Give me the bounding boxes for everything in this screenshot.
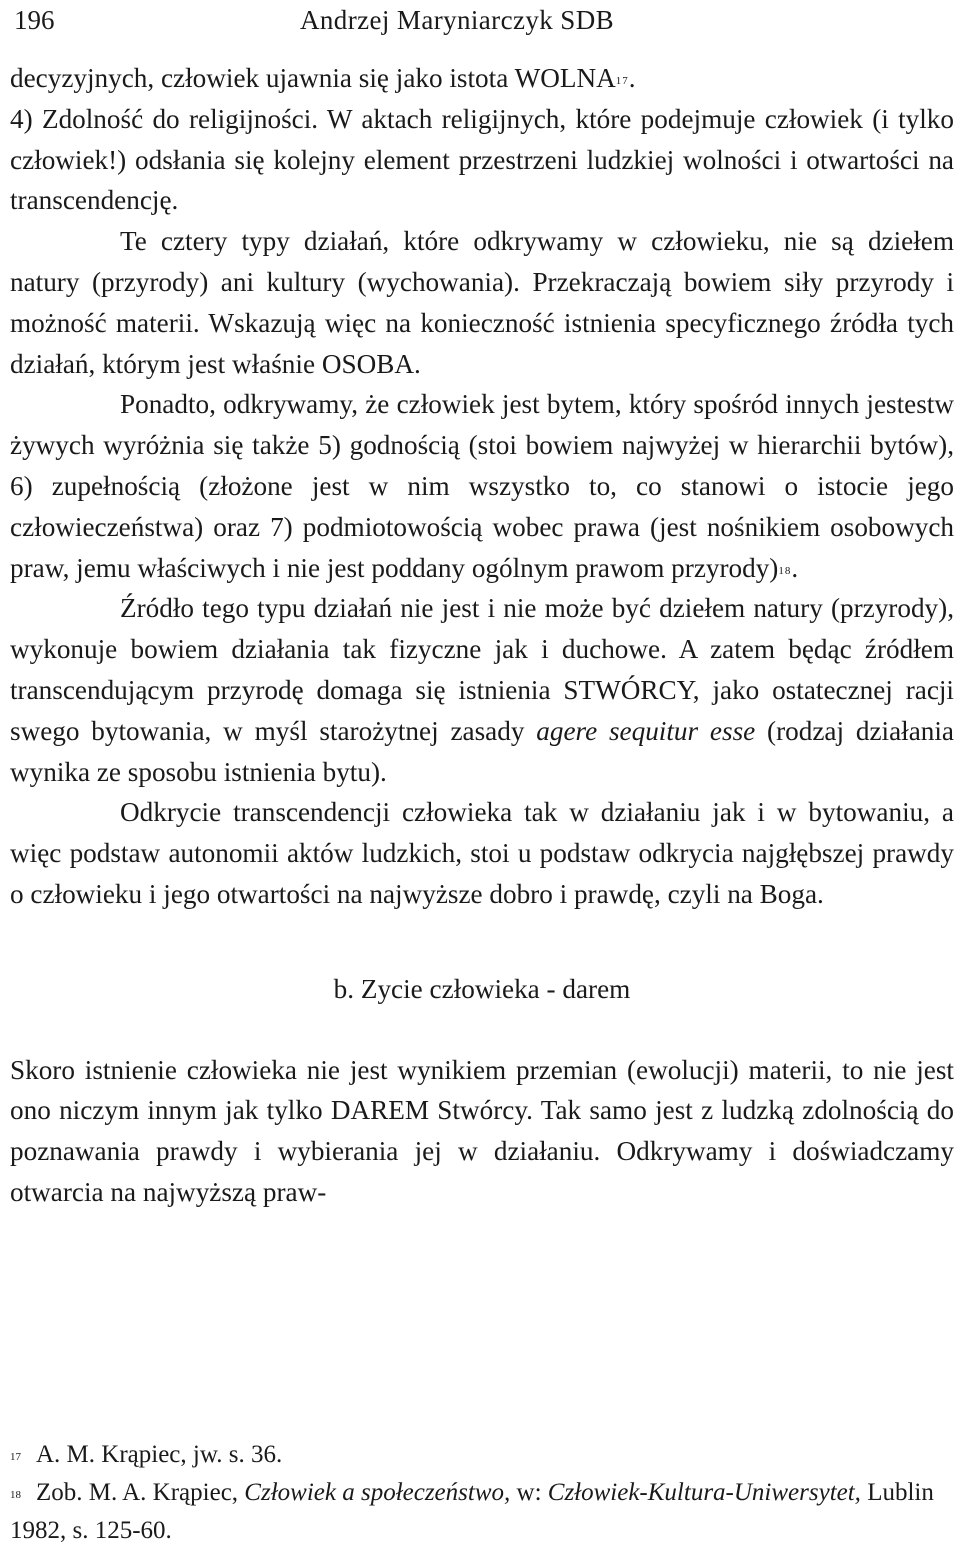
footnote-number: 17 — [10, 1451, 21, 1463]
paragraph-transcendence: Odkrycie transcendencji człowieka tak w działaniu jak i w bytowaniu, a więc podstaw autonomii aktów ludzkich, stoi u podstaw odkrycia najgłębszej prawdy o człowieku i jego otwartości na najwyższe dobro i prawdę, czyli na Boga. — [10, 797, 954, 909]
footnote-18 — [10, 1474, 954, 1550]
body-text — [10, 58, 954, 1213]
paragraph-continuation — [10, 58, 954, 99]
latin-phrase: agere sequitur esse — [536, 715, 756, 746]
footnote-ref-17[interactable]: 17 — [615, 75, 629, 87]
paragraph-source — [10, 588, 954, 792]
footnote-source: Człowiek-Kultura-Uniwersytet, — [547, 1479, 861, 1506]
paragraph-religiosity: 4) Zdolność do religijności. W aktach religijnych, które podejmuje człowiek (i tylko człowiek!) odsłania się kolejny element przestrzeni ludzkiej wolności i otwartości na transcendencję. — [10, 103, 954, 216]
footnote-text: A. M. Krąpiec, jw. s. 36. — [36, 1441, 283, 1468]
paragraph-text: (rodzaj działania wynika ze sposobu istnienia bytu). — [10, 715, 954, 787]
page-number: 196 — [14, 5, 55, 35]
footnote-17 — [10, 1436, 954, 1474]
punctuation: . — [628, 63, 636, 93]
footnote-number: 18 — [10, 1489, 21, 1501]
running-head — [10, 0, 954, 40]
paragraph-four-types: Te cztery typy działań, które odkrywamy w człowieku, nie są dziełem natury (przyrody) ani kultury (wychowania). Przekraczają bowiem siły przyrody i możność materii. Wskazują więc na konieczność istnienia specyficznego źródła tych działań, którym jest właśnie OSOBA. — [10, 226, 954, 379]
footnotes — [10, 1436, 954, 1550]
paragraph-text: Źródło tego typu działań nie jest i nie może być dziełem natury (przyrody), wykonuje bowiem działania tak fizyczne jak i duchowe. A zatem będąc źródłem transcendującym przyrodę domaga się istnienia STWÓRCY, jako ostatecznej racji swego bytowania, w myśl starożytnej zasady — [10, 593, 954, 746]
section-heading: b. Zycie człowieka - darem — [333, 973, 631, 1004]
punctuation: . — [791, 552, 799, 583]
running-head-author: Andrzej Maryniarczyk SDB — [300, 5, 615, 35]
paragraph-gift: Skoro istnienie człowieka nie jest wynikiem przemian (ewolucji) materii, to nie jest ono niczym innym jak tylko DAREM Stwórcy. Tak samo jest z ludzką zdolnością do poznawania prawdy i wybierania jej w działaniu. Odkrywamy i doświadczamy otwarcia na najwyższą praw- — [10, 1054, 954, 1207]
footnote-title: Człowiek a społeczeństwo, — [244, 1479, 511, 1506]
footnote-ref-18[interactable]: 18 — [778, 564, 792, 577]
paragraph-text: Ponadto, odkrywamy, że człowiek jest bytem, który spośród innych jestestw żywych wyróżnia się także 5) godnością (stoi bowiem najwyżej w hierarchii bytów), 6) zupełnością (złożone jest w nim wszystko to, co stanowi o istocie jego człowieczeństwa) oraz 7) podmiotowością wobec prawa (jest nośnikiem osobowych praw, jemu właściwych i nie jest poddany ogólnym prawom przyrody) — [10, 389, 954, 583]
footnote-text: w: — [510, 1479, 548, 1506]
paragraph-dignity — [10, 384, 954, 588]
footnote-text: Lublin 1982, s. 125-60. — [10, 1479, 934, 1544]
paragraph-text: decyzyjnych, człowiek ujawnia się jako istota WOLNA — [10, 63, 616, 93]
footnote-text: Zob. M. A. Krąpiec, — [36, 1479, 245, 1506]
